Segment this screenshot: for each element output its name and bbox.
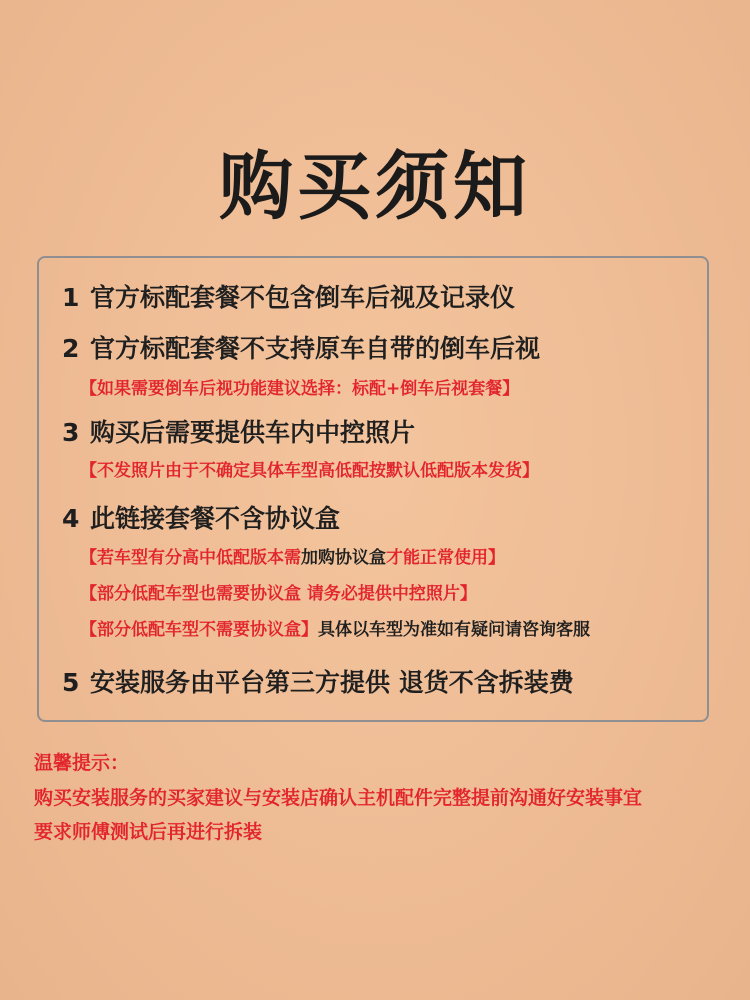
- notice-item-2: [62, 336, 540, 361]
- item-text: 购买后需要提供车内中控照片: [90, 418, 416, 447]
- tips-title: 温馨提示：: [34, 752, 130, 774]
- note-dark-text: 加购协议盒: [301, 548, 386, 568]
- notice-item-3: [62, 420, 415, 445]
- item-number: 4: [62, 504, 80, 533]
- tips-line-1: 购买安装服务的买家建议与安装店确认主机配件完整提前沟通好安装事宜: [34, 787, 643, 809]
- note-item-4a: [80, 550, 505, 567]
- item-text: 官方标配套餐不包含倒车后视及记录仪: [90, 283, 516, 312]
- note-item-3: 【不发照片由于不确定具体车型高低配按默认低配版本发货】: [80, 461, 539, 481]
- note-red-text: 才能正常使用】: [386, 548, 505, 568]
- page-title: 购买须知: [219, 144, 531, 230]
- note-red-text: 【若车型有分高中低配版本需: [80, 548, 301, 568]
- tips-line-2: 要求师傅测试后再进行拆装: [34, 821, 263, 843]
- notice-item-4: [62, 506, 340, 531]
- item-number: 5: [62, 668, 80, 697]
- item-text: 安装服务由平台第三方提供 退货不含拆装费: [90, 668, 574, 697]
- notice-box: [37, 256, 709, 722]
- item-number: 2: [62, 334, 80, 363]
- note-item-4c: [80, 622, 590, 639]
- note-item-2: 【如果需要倒车后视功能建议选择：标配+倒车后视套餐】: [80, 379, 520, 399]
- item-number: 1: [62, 283, 80, 312]
- item-text: 此链接套餐不含协议盒: [90, 504, 341, 533]
- item-number: 3: [62, 418, 80, 447]
- item-text: 官方标配套餐不支持原车自带的倒车后视: [90, 334, 541, 363]
- note-red-text: 【部分低配车型不需要协议盒】: [80, 620, 318, 640]
- notice-item-5: [62, 670, 574, 695]
- note-dark-text: 具体以车型为准如有疑问请咨询客服: [318, 620, 590, 640]
- note-item-4b: 【部分低配车型也需要协议盒 请务必提供中控照片】: [80, 584, 477, 604]
- notice-item-1: [62, 285, 515, 310]
